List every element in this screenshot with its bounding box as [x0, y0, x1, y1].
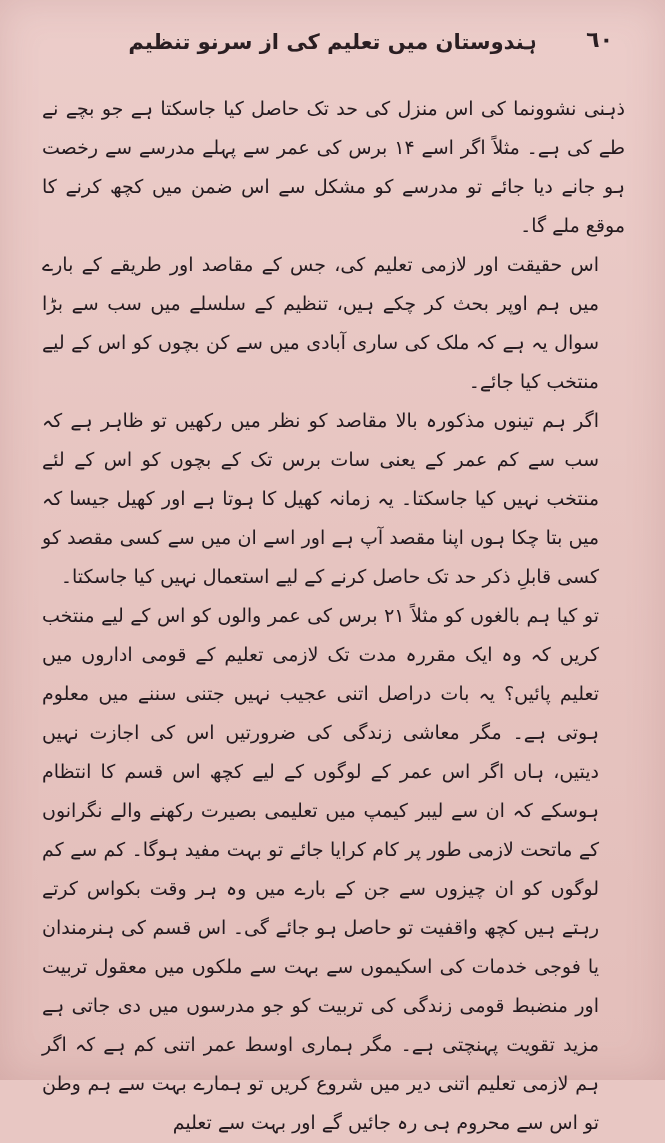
running-title: ہندوستان میں تعلیم کی از سرنو تنظیم [128, 30, 537, 54]
paragraph-1: ذہنی نشوونما کی اس منزل کی حد تک حاصل کیا جاسکتا ہے جو بچے نے طے کی ہے۔ مثلاً اگر اسے ۱۴ برس کی عمر سے پہلے مدرسے سے رخصت ہو جانے دیا جائے تو مدرسے کو مشکل سے اس ضمن میں کچھ کرنے کا موقع ملے گا۔ [42, 98, 625, 237]
paragraph-2: اس حقیقت اور لازمی تعلیم کی، جس کے مقاصد اور طریقے کے بارے میں ہم اوپر بحث کر چکے ہیں، تنظیم کے سلسلے میں سب سے بڑا سوال یہ ہے کہ ملک کی ساری آبادی میں سے کن بچوں کو اس کے لیے منتخب کیا جائے۔ [42, 254, 599, 393]
paragraph-4: تو کیا ہم بالغوں کو مثلاً ۲۱ برس کی عمر والوں کو اس کے لیے منتخب کریں کہ وہ ایک مقررہ مدت تک لازمی تعلیم کے قومی اداروں میں تعلیم پائیں؟ یہ بات دراصل اتنی عجیب نہیں جتنی سننے میں معلوم ہوتی ہے۔ مگر معاشی زندگی کی ضرورتیں اس کی اجازت نہیں دیتیں، ہاں اگر اس عمر کے لوگوں کے لیے کچھ اس قسم کا انتظام ہوسکے کہ ان سے لیبر کیمپ میں تعلیمی بصیرت رکھنے والے نگرانوں کے ماتحت لازمی طور پر کام کرایا جائے تو بہت مفید ہوگا۔ کم سے کم لوگوں کو ان چیزوں سے جن کے بارے میں وہ ہر وقت بکواس کرتے رہتے ہیں کچھ واقفیت تو حاصل ہو جائے گی۔ اس قسم کی ہنرمندان یا فوجی خدمات کی اسکیموں سے بہت سے ملکوں میں معقول تربیت اور منضبط قومی زندگی کی تربیت کو جو مدرسوں میں دی جاتی ہے مزید تقویت پہنچتی ہے۔ مگر ہماری اوسط عمر اتنی کم ہے کہ اگر ہم لازمی تعلیم اتنی دیر میں شروع کریں تو ہمارے بہت سے ہم وطن تو اس سے محروم ہی رہ جائیں گے اور بہت سے تعلیم [42, 605, 599, 1134]
page-number: ٦٠ [586, 28, 613, 53]
page-header [40, 22, 625, 68]
paragraph-3: اگر ہم تینوں مذکورہ بالا مقاصد کو نظر میں رکھیں تو ظاہر ہے کہ سب سے کم عمر کے یعنی سات برس تک کے بچوں کو اس کے لئے منتخب نہیں کیا جاسکتا۔ یہ زمانہ کھیل کا ہوتا ہے اور کھیل جیسا کہ میں بتا چکا ہوں اپنا مقصد آپ ہے اور اسے ان میں سے کسی مقصد کو کسی قابلِ ذکر حد تک حاصل کرنے کے لیے استعمال نہیں کیا جاسکتا۔ [42, 410, 599, 588]
page-body [42, 90, 625, 1134]
